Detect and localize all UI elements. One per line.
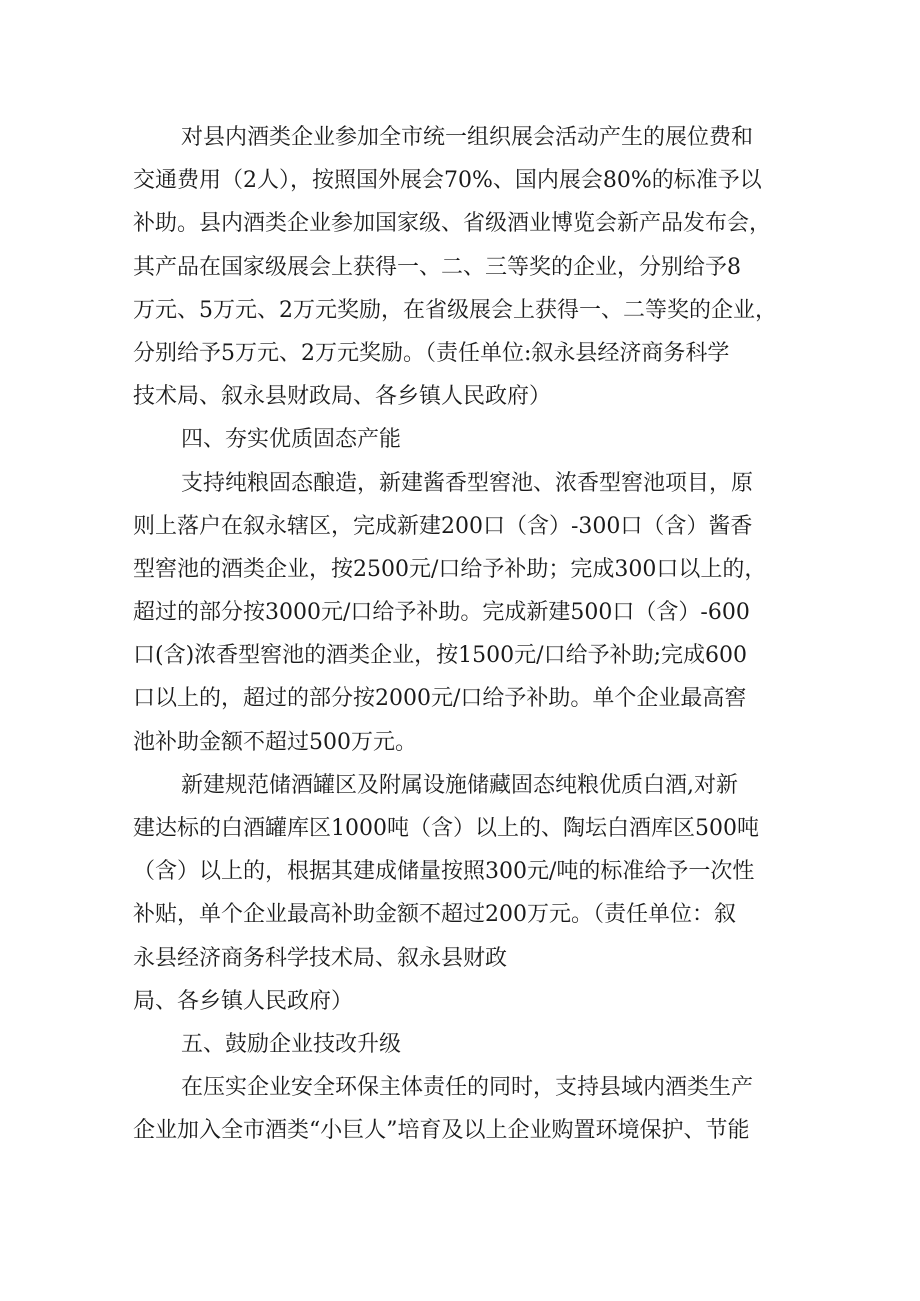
text-line: 口以上的，超过的部分按2000元/口给予补助。单个企业最高窖 (133, 686, 747, 712)
text-line: （含）以上的，根据其建成储量按照300元/吨的标准给予一次性 (133, 859, 755, 885)
text-line: 型窖池的酒类企业，按2500元/口给予补助；完成300口以上的， (133, 556, 767, 582)
text-line: 企业加入全市酒类“小巨人”培育及以上企业购置环境保护、节能 (133, 1118, 750, 1144)
text-line: 对县内酒类企业参加全市统一组织展会活动产生的展位费和 (181, 125, 754, 150)
document-body (133, 116, 805, 1153)
text-line: 新建规范储酒罐区及附属设施储藏固态纯粮优质白酒,对新 (181, 772, 738, 798)
text-line: 其产品在国家级展会上获得一、二、三等奖的企业，分别给予8 (133, 254, 741, 280)
text-line: 补助。县内酒类企业参加国家级、省级酒业博览会新产品发布会， (133, 211, 772, 237)
text-line: 补贴，单个企业最高补助金额不超过200万元。（责任单位：叙 (133, 902, 736, 928)
section-heading: 四、夯实优质固态产能 (181, 427, 402, 453)
text-line: 池补助金额不超过500万元。 (133, 729, 417, 755)
text-line: 则上落户在叙永辖区，完成新建200口（含）-300口（含）酱香 (133, 513, 753, 539)
text-line: 支持纯粮固态酿造，新建酱香型窖池、浓香型窖池项目，原 (181, 470, 754, 496)
text-line: 永县经济商务科学技术局、叙永县财政 (133, 945, 508, 971)
section-heading: 五、鼓励企业技改升级 (181, 1031, 402, 1057)
text-line: 技术局、叙永县财政局、各乡镇人民政府） (133, 384, 552, 410)
text-line: 口(含)浓香型窖池的酒类企业，按1500元/口给予补助;完成600 (133, 643, 747, 669)
text-line: 局、各乡镇人民政府） (133, 988, 354, 1014)
text-line: 超过的部分按3000元/口给予补助。完成新建500口（含）-600 (133, 600, 750, 626)
text-line: 在压实企业安全环保主体责任的同时，支持县域内酒类生产 (181, 1075, 754, 1101)
text-line: 交通费用（2人），按照国外展会70%、国内展会80%的标准予以 (133, 168, 762, 194)
text-line: 分别给予5万元、2万元奖励。（责任单位:叙永县经济商务科学 (133, 340, 730, 366)
text-line: 万元、5万元、2万元奖励，在省级展会上获得一、二等奖的企业， (133, 297, 777, 323)
text-line: 建达标的白酒罐库区1000吨（含）以上的、陶坛白酒库区500吨 (133, 816, 759, 841)
